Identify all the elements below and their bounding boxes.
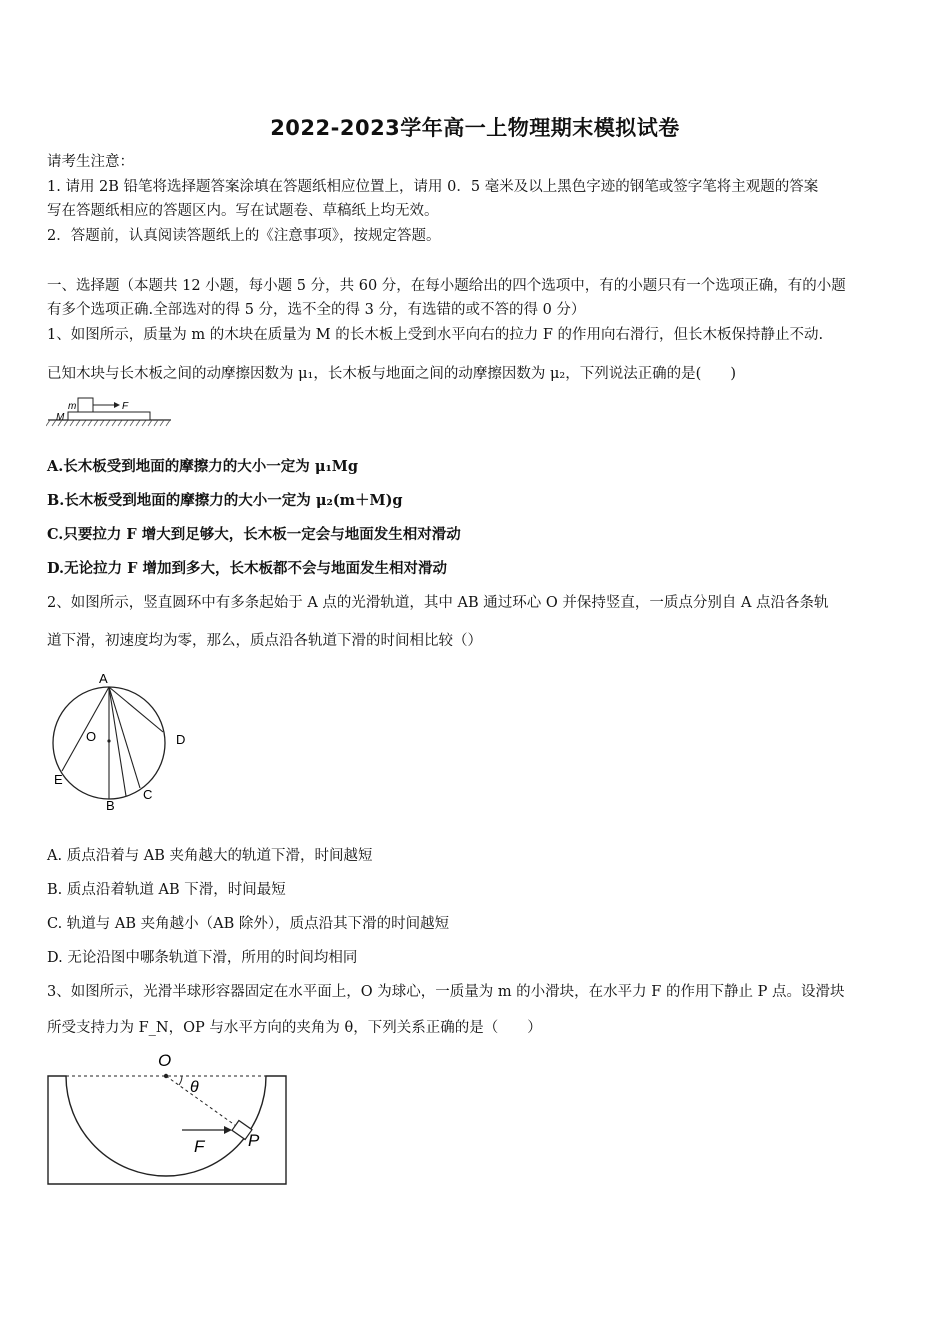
question-2-figure [46, 668, 196, 816]
angle-arc [179, 1076, 182, 1085]
notice-item-1-line-2: 写在答题纸相应的答题区内。写在试题卷、草稿纸上均无效。 [47, 203, 439, 219]
wood-block [78, 398, 93, 412]
track-AC [109, 687, 140, 788]
label-B: B [106, 798, 115, 813]
radius-OP [166, 1076, 239, 1128]
question-2-stem-line-1: 2、如图所示，竖直圆环中有多条起始于 A 点的光滑轨道，其中 AB 通过环心 O 并保持竖直，一质点分别自 A 点沿各条轨 [47, 595, 829, 611]
center-O [107, 739, 110, 742]
question-1-option-d: D.无论拉力 F 增加到多大，长木板都不会与地面发生相对滑动 [47, 560, 447, 577]
question-1-stem-line-1: 1、如图所示，质量为 m 的木块在质量为 M 的长木板上受到水平向右的拉力 F 的作用向右滑行，但长木板保持静止不动. [47, 327, 824, 343]
label-C: C [143, 787, 153, 802]
question-2-option-b: B. 质点沿着轨道 AB 下滑，时间最短 [47, 882, 286, 898]
question-3-stem-line-1: 3、如图所示，光滑半球形容器固定在水平面上，O 为球心，一质量为 m 的小滑块，在水平力 F 的作用下静止 P 点。设滑块 [47, 984, 845, 1000]
label-O: O [158, 1051, 172, 1070]
question-2-option-d: D. 无论沿图中哪条轨道下滑，所用的时间均相同 [47, 950, 358, 966]
label-P: P [248, 1131, 260, 1150]
label-A: A [99, 671, 108, 686]
label-O: O [86, 729, 97, 744]
section-instructions-line-2: 有多个选项正确.全部选对的得 5 分，选不全的得 3 分，有选错的或不答的得 0 分） [47, 302, 586, 318]
label-F: F [194, 1137, 205, 1156]
question-1-option-a: A.长木板受到地面的摩擦力的大小一定为 μ₁Mg [47, 458, 358, 475]
label-M: M [56, 412, 65, 423]
question-3-stem-line-2: 所受支持力为 F_N，OP 与水平方向的夹角为 θ，下列关系正确的是（ ） [47, 1020, 542, 1036]
exam-title: 2022-2023学年高一上物理期末模拟试卷 [270, 116, 680, 140]
label-F: F [122, 401, 129, 412]
label-D: D [176, 732, 186, 747]
track-A-mid [109, 687, 126, 796]
question-3-figure [46, 1048, 292, 1188]
question-2-option-a: A. 质点沿着与 AB 夹角越大的轨道下滑，时间越短 [47, 848, 373, 864]
long-board [68, 412, 150, 420]
question-2-stem-line-2: 道下滑，初速度均为零，那么，质点沿各轨道下滑的时间相比较（） [47, 633, 482, 649]
question-1-figure [46, 394, 176, 430]
question-1-option-c: C.只要拉力 F 增大到足够大，长木板一定会与地面发生相对滑动 [47, 526, 461, 543]
question-2-option-c: C. 轨道与 AB 夹角越小（AB 除外），质点沿其下滑的时间越短 [47, 916, 450, 932]
question-1-option-b: B.长木板受到地面的摩擦力的大小一定为 μ₂(m＋M)g [47, 492, 403, 509]
notice-item-2: 2．答题前，认真阅读答题纸上的《注意事项》，按规定答题。 [47, 228, 441, 244]
label-E: E [54, 772, 63, 787]
notice-item-1-line-1: 1. 请用 2B 铅笔将选择题答案涂填在答题纸相应位置上，请用 0．5 毫米及以上黑色字迹的钢笔或签字笔将主观题的答案 [47, 179, 819, 195]
label-theta: θ [190, 1079, 199, 1096]
question-1-stem-line-2: 已知木块与长木板之间的动摩擦因数为 μ₁，长木板与地面之间的动摩擦因数为 μ₂，下列说法正确的是( ) [47, 366, 737, 382]
label-m: m [68, 401, 77, 412]
center-O [164, 1074, 168, 1078]
notice-heading: 请考生注意： [47, 154, 134, 170]
section-instructions-line-1: 一、选择题（本题共 12 小题，每小题 5 分，共 60 分，在每小题给出的四个选项中，有的小题只有一个选项正确，有的小题 [47, 278, 846, 294]
